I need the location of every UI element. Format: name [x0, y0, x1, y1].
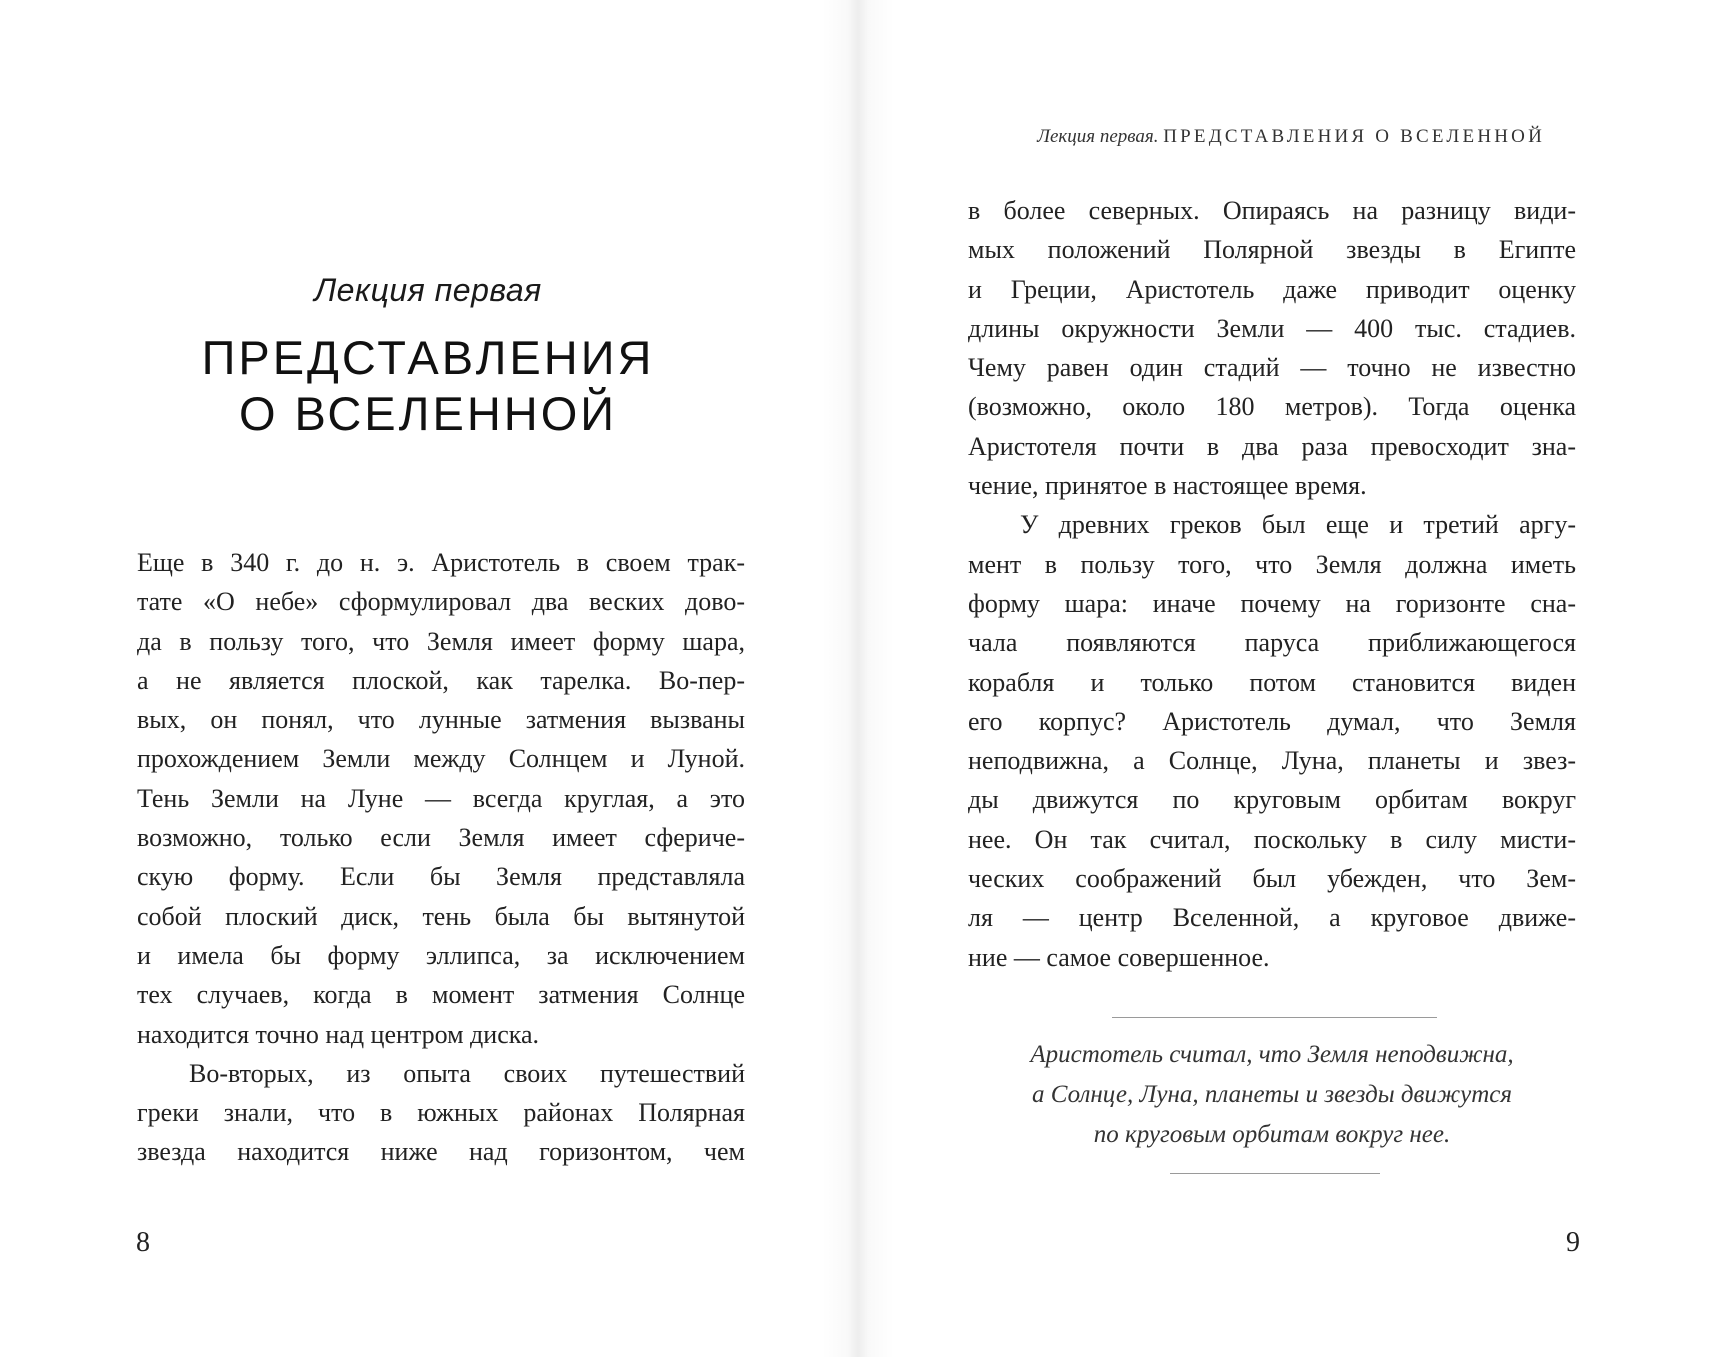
pull-quote [968, 1035, 1576, 1155]
text-line: нее. Он так считал, поскольку в силу мисти- [968, 824, 1576, 854]
pull-quote-line: по круговым орбитам вокруг нее. [1093, 1121, 1451, 1148]
text-line: Чему равен один стадий — точно не известно [968, 353, 1576, 383]
text-line: и Греции, Аристотель даже приводит оценку [968, 274, 1576, 304]
chapter-title-line: ПРЕДСТАВЛЕНИЯ [201, 331, 655, 384]
text-line: скую форму. Если бы Земля представляла [137, 862, 745, 892]
text-line: ля — центр Вселенной, а круговое движе- [968, 903, 1576, 933]
pull-quote-line: Аристотель считал, что Земля неподвижна, [1030, 1041, 1514, 1068]
text-line: длины окружности Земли — 400 тыс. стадиев. [968, 313, 1576, 343]
text-line: а не является плоской, как тарелка. Во-пер- [137, 665, 745, 695]
text-line: его корпус? Аристотель думал, что Земля [968, 706, 1576, 736]
text-line: неподвижна, а Солнце, Луна, планеты и звез- [968, 746, 1576, 776]
text-line: собой плоский диск, тень была бы вытянутой [137, 901, 745, 931]
text-line: ды движутся по круговым орбитам вокруг [968, 785, 1576, 815]
text-line: мент в пользу того, что Земля должна иметь [968, 549, 1576, 579]
text-line: и имела бы форму эллипса, за исключением [137, 940, 745, 970]
paragraph [968, 505, 1576, 977]
body-text-left [137, 543, 745, 1172]
chapter-kicker: Лекция первая [314, 272, 542, 308]
text-line: Во-вторых, из опыта своих путешествий [189, 1058, 745, 1088]
running-head-chapter: Лекция первая. [1037, 126, 1159, 147]
text-line: (возможно, около 180 метров). Тогда оценка [968, 392, 1576, 422]
text-line: да в пользу того, что Земля имеет форму шара, [137, 626, 745, 656]
text-line: мых положений Полярной звезды в Египте [968, 235, 1576, 265]
page-number-right: 9 [1566, 1227, 1580, 1258]
text-line: возможно, только если Земля имеет сфериче- [137, 823, 745, 853]
text-line: вых, он понял, что лунные затмения вызваны [137, 705, 745, 735]
paragraph [968, 191, 1576, 505]
text-line: ческих соображений был убежден, что Зем- [968, 864, 1576, 894]
text-line: греки знали, что в южных районах Полярная [137, 1098, 745, 1128]
text-line: Аристотеля почти в два раза превосходит зна- [968, 431, 1576, 461]
page-number-left: 8 [136, 1227, 150, 1258]
chapter-title-line: О ВСЕЛЕННОЙ [238, 387, 618, 440]
text-line: Тень Земли на Луне — всегда круглая, а это [137, 783, 745, 813]
text-line: У древних греков был еще и третий аргу- [1020, 510, 1576, 540]
running-head [900, 126, 1545, 148]
text-line: чала появляются паруса приближающегося [968, 628, 1576, 658]
text-line: в более северных. Опираясь на разницу види- [968, 196, 1576, 225]
text-line: форму шара: иначе почему на горизонте сна- [968, 588, 1576, 618]
text-line: тате «О небе» сформулировал два веских дово- [137, 587, 745, 617]
text-line: тех случаев, когда в момент затмения Солнце [137, 980, 745, 1010]
chapter-title [0, 330, 856, 442]
pull-quote-line: а Солнце, Луна, планеты и звезды движутся [1031, 1081, 1513, 1108]
text-line: корабля и только потом становится виден [968, 667, 1576, 697]
paragraph [137, 1054, 745, 1172]
pull-quote-rule-bottom [1170, 1173, 1380, 1174]
text-line: находится точно над центром диска. [137, 1019, 540, 1049]
running-head-title: ПРЕДСТАВЛЕНИЯ О ВСЕЛЕННОЙ [1163, 126, 1545, 147]
paragraph [137, 543, 745, 1054]
text-line: чение, принятое в настоящее время. [968, 471, 1367, 501]
text-line: прохождением Земли между Солнцем и Луной. [137, 744, 745, 774]
pull-quote-rule-top [1112, 1017, 1437, 1018]
text-line: ние — самое совершенное. [968, 942, 1270, 972]
body-text-right [968, 191, 1576, 977]
text-line: звезда находится ниже над горизонтом, чем [137, 1137, 745, 1167]
text-line: Еще в 340 г. до н. э. Аристотель в своем трак- [137, 548, 745, 577]
